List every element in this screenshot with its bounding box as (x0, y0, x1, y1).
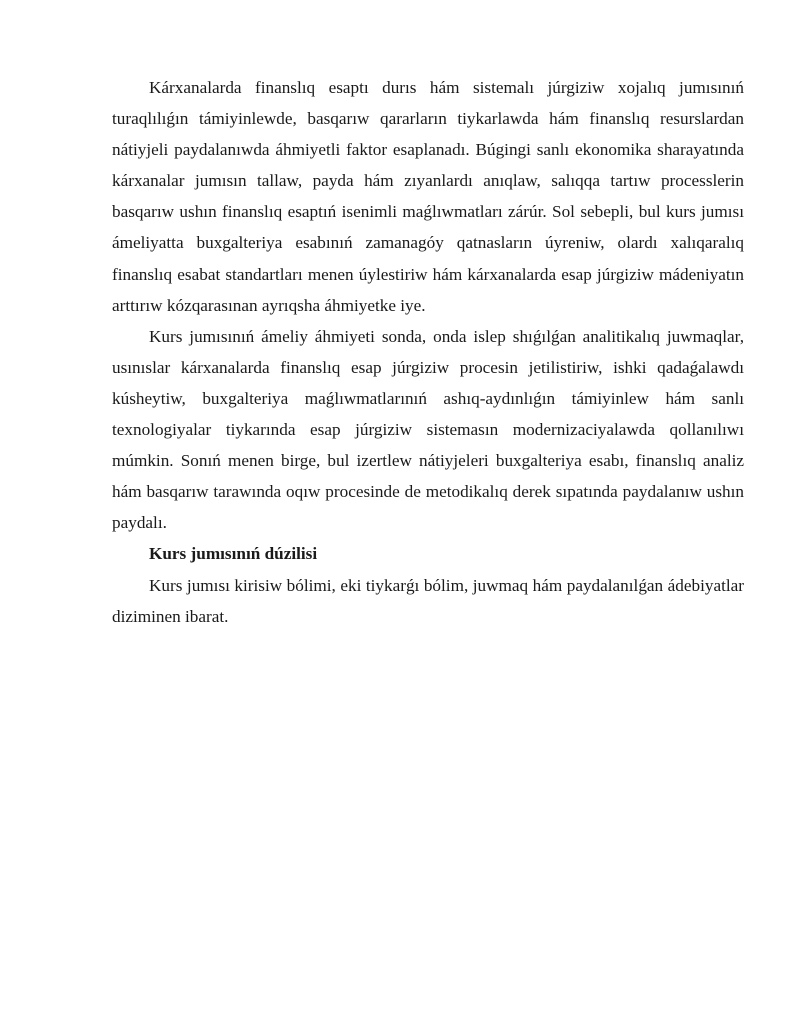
body-paragraph-3: Kurs jumısı kirisiw bólimi, eki tiykarǵı bólim, juwmaq hám paydalanılǵan ádebiyatlar diziminen ibarat. (112, 575, 744, 626)
document-page (112, 72, 744, 632)
section-heading: Kurs jumısınıń dúzilisi (149, 544, 318, 564)
body-paragraph-2: Kurs jumısınıń ámeliy áhmiyeti sonda, onda islep shıǵılǵan analitikalıq juwmaqlar, usınıslar kárxanalarda finanslıq esap júrgiziw procesin jetilistiriw, ishki qadaǵalawdı kúsheytiw, buxgalteriya maǵlıwmatlarınıń ashıq-aydınlıǵın támiyinlew hám sanlı texnologiyalar tiykarında esap júrgiziw sistemasın modernizaciyalawda qollanılıwı múmkin. Sonıń menen birge, bul izertlew nátiyjeleri buxgalteriya esabı, finanslıq analiz hám basqarıw tarawında oqıw procesinde de metodikalıq derek sıpatında paydalanıw ushın paydalı. (112, 326, 744, 533)
body-paragraph-1: Kárxanalarda finanslıq esaptı durıs hám sistemalı júrgiziw xojalıq jumısınıń turaqlılıǵın támiyinlewde, basqarıw qararların tiykarlawda hám finanslıq resurslardan nátiyjeli paydalanıwda áhmiyetli faktor esaplanadı. Búgingi sanlı ekonomika sharayatında kárxanalar jumısın tallaw, payda hám zıyanlardı anıqlaw, salıqqa tartıw processlerin basqarıw ushın finanslıq esaptıń isenimli maǵlıwmatları zárúr. Sol sebepli, bul kurs jumısı ámeliyatta buxgalteriya esabınıń zamanagóy qatnasların úyreniw, olardı xalıqaralıq finanslıq esabat standartları menen úylestiriw hám kárxanalarda esap júrgiziw mádeniyatın arttırıw kózqarasınan ayrıqsha áhmiyetke iye. (112, 78, 744, 315)
